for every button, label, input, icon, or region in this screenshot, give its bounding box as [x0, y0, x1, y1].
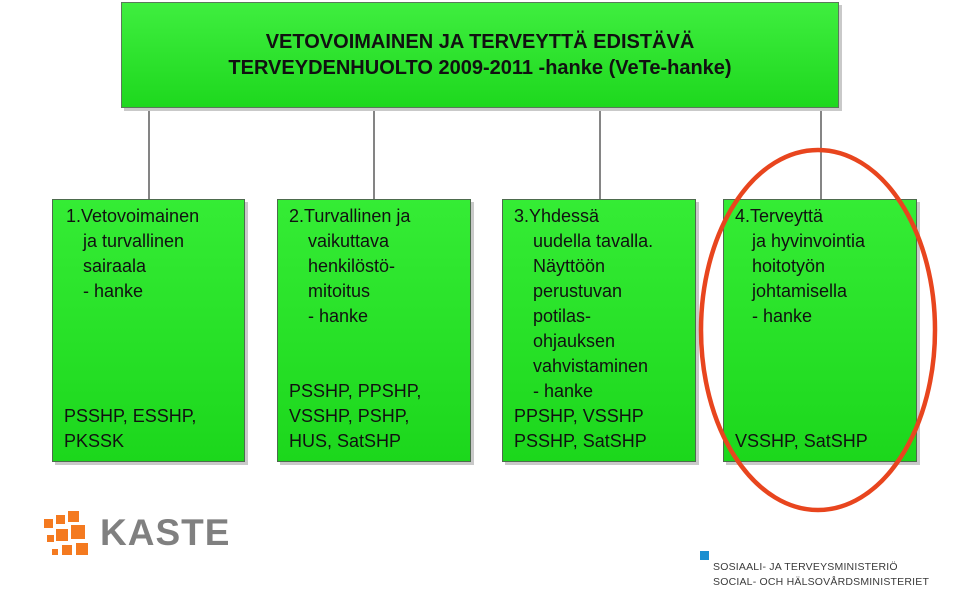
project-title-line-2: TERVEYDENHUOLTO 2009-2011 -hanke (VeTe-hanke): [228, 57, 732, 79]
subproject-2-line: vaikuttava: [308, 231, 390, 251]
subproject-3-line: 3.Yhdessä: [514, 206, 600, 226]
subproject-2-partners: HUS, SatSHP: [289, 431, 402, 451]
subproject-1-partners: PSSHP, ESSHP,: [64, 406, 197, 426]
subproject-box-4: [723, 199, 917, 462]
subproject-4-line: johtamisella: [752, 281, 848, 301]
subproject-1-line: - hanke: [83, 281, 144, 301]
subproject-4-line: 4.Terveyttä: [735, 206, 824, 226]
subproject-2-line: henkilöstö-: [308, 256, 396, 276]
subproject-1-partners: PKSSK: [64, 431, 125, 451]
subproject-3-line: uudella tavalla.: [533, 231, 654, 251]
subproject-4-line: hoitotyön: [752, 256, 826, 276]
subproject-box-1: [52, 199, 245, 462]
subproject-4-line: ja hyvinvointia: [752, 231, 866, 251]
subproject-3-partners: PSSHP, SatSHP: [514, 431, 647, 451]
ministry-name-fi: SOSIAALI- JA TERVEYSMINISTERIÖ: [713, 561, 898, 573]
subproject-box-2: [277, 199, 471, 462]
subproject-4-line: - hanke: [752, 306, 813, 326]
kaste-wordmark: KASTE: [100, 512, 231, 553]
ministry-logo-text: [713, 560, 929, 590]
project-title-box: [121, 2, 839, 108]
subproject-3-line: ohjauksen: [533, 331, 616, 351]
subproject-2-partners: PSSHP, PPSHP,: [289, 381, 422, 401]
subproject-3-line: perustuvan: [533, 281, 623, 301]
ministry-logo-icon: [700, 551, 709, 560]
subproject-1-line: 1.Vetovoimainen: [66, 206, 200, 226]
subproject-1-line: ja turvallinen: [83, 231, 185, 251]
subproject-3-line: potilas-: [533, 306, 592, 326]
subproject-3-line: vahvistaminen: [533, 356, 649, 376]
subproject-4-partners: VSSHP, SatSHP: [735, 431, 868, 451]
subproject-1-line: sairaala: [83, 256, 147, 276]
subproject-3-partners: PPSHP, VSSHP: [514, 406, 644, 426]
subproject-2-line: - hanke: [308, 306, 369, 326]
subproject-3-line: - hanke: [533, 381, 594, 401]
project-title-line-1: VETOVOIMAINEN JA TERVEYTTÄ EDISTÄVÄ: [265, 31, 695, 53]
subproject-box-3: [502, 199, 696, 462]
subproject-2-partners: VSSHP, PSHP,: [289, 406, 410, 426]
ministry-name-sv: SOCIAL- OCH HÄLSOVÅRDSMINISTERIET: [713, 576, 930, 588]
subproject-2-line: mitoitus: [308, 281, 371, 301]
subproject-3-line: Näyttöön: [533, 256, 606, 276]
subproject-2-line: 2.Turvallinen ja: [289, 206, 411, 226]
